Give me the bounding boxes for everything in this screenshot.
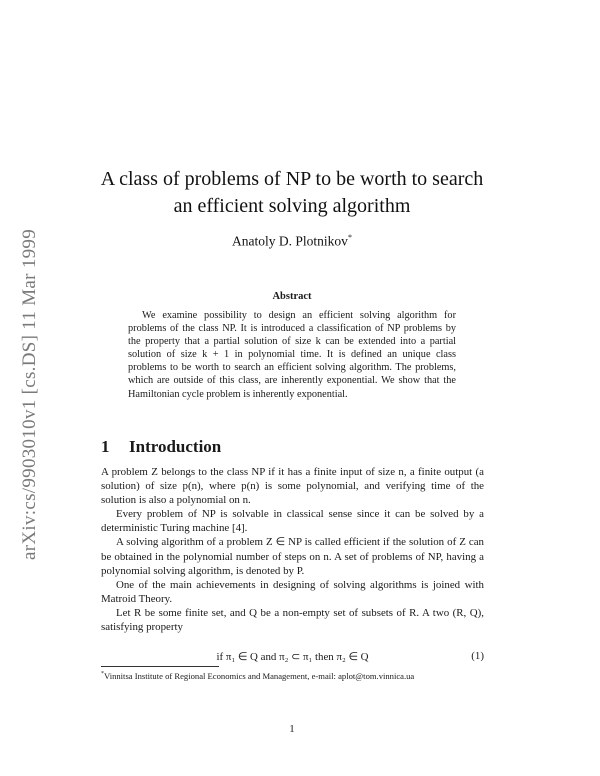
arxiv-identifier-stamp: arXiv:cs/9903010v1 [cs.DS] 11 Mar 1999 <box>19 228 40 560</box>
paper-title: A class of problems of NP to be worth to search an efficient solving algorithm <box>100 168 484 217</box>
abstract-heading: Abstract <box>272 291 312 302</box>
paragraph: A problem Z belongs to the class NP if it has a finite input of size n, a finite output (a solution) of size p(n), where p(n) is some polynomial, and verifying time of the solution is also a polynomial on n. <box>101 466 484 507</box>
equation-number: (1) <box>471 650 484 662</box>
equation <box>101 650 484 664</box>
abstract-text: We examine possibility to design an efficient solving algorithm for problems of the class NP. It is introduced a classification of NP problems by the property that a partial solution of size k can be extended into a partial solution of size k + 1 in polynomial time. It is defined an unique class problems to be worth to search an efficient solving algorithm. The problems, which are outside of this class, are inherently exponential. We show that the Hamiltonian cycle problem is inherently exponential. <box>128 310 456 400</box>
footnote-text: Vinnitsa Institute of Regional Economics and Management, e-mail: aplot@tom.vinnica.ua <box>104 670 415 681</box>
paragraph: A solving algorithm of a problem Z ∈ NP is called efficient if the solution of Z can be obtained in the polynomial number of steps on n. A set of problems of NP, having a polynomial solving algorithm, is denoted by P. <box>101 536 484 577</box>
footnote <box>101 669 484 682</box>
section-title: Introduction <box>129 437 222 456</box>
section-number: 1 <box>101 437 110 456</box>
footnote-rule <box>101 666 219 667</box>
paragraph: One of the main achievements in designing of solving algorithms is joined with Matroid Theory. <box>101 578 484 605</box>
author-name: Anatoly D. Plotnikov <box>232 233 348 249</box>
page-number: 1 <box>289 723 295 735</box>
paragraph: Let R be some finite set, and Q be a non-empty set of subsets of R. A two (R, Q), satisfying property <box>101 606 484 634</box>
author-footnote-mark: * <box>347 233 352 242</box>
equation-expression: if π₁ ∈ Q and π₂ ⊂ π₁ then π₂ ∈ Q <box>216 651 369 663</box>
footnote-mark: * <box>101 671 104 677</box>
paragraph: Every problem of NP is solvable in classical sense since it can be solved by a deterministic Turing machine [4]. <box>101 508 484 535</box>
section-heading <box>101 437 485 457</box>
author-line <box>100 233 484 250</box>
body-text <box>101 465 484 634</box>
